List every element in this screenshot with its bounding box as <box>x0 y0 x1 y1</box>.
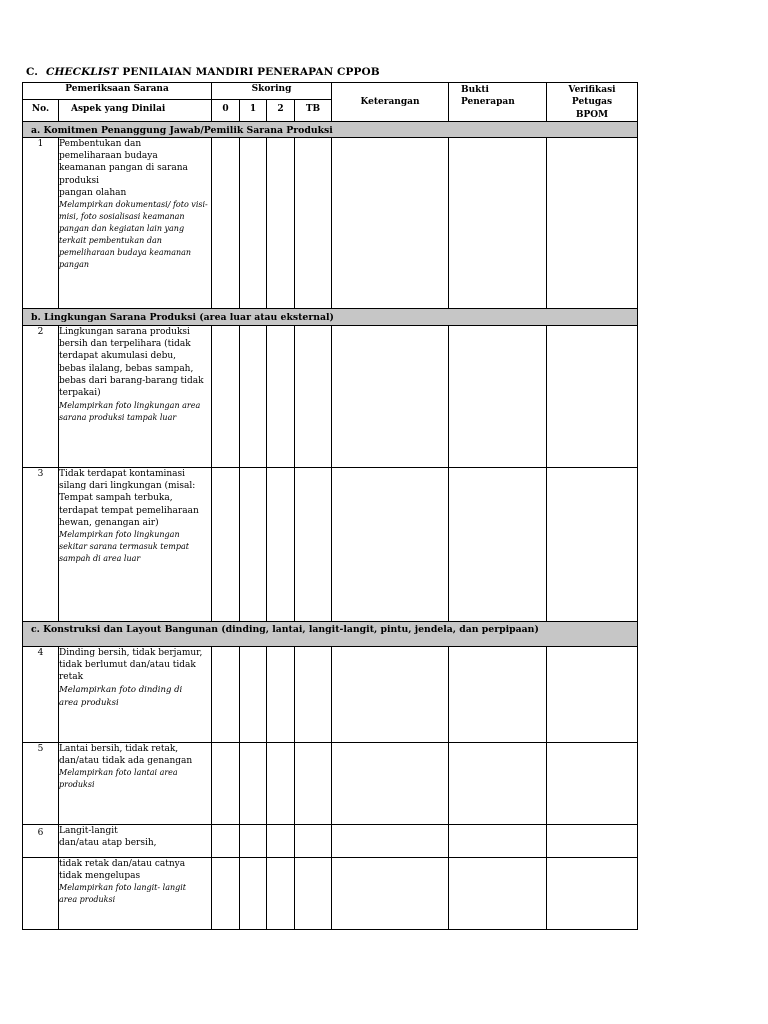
score-0-cell[interactable] <box>212 646 240 742</box>
score-tb-cell[interactable] <box>295 646 332 742</box>
table-row <box>23 646 638 742</box>
header-score-2: 2 <box>267 99 295 121</box>
section-c: c. Konstruksi dan Layout Bangunan (dinding, lantai, langit-langit, pintu, jendela, dan perpipaan) <box>23 621 638 646</box>
item-aspek: Tidak terdapat kontaminasi silang dari lingkungan (misal: Tempat sampah terbuka, terdapat tempat pemeliharaan hewan, genangan air) Melampirkan foto lingkungan sekitar sarana termasuk tempat sampah di area luar <box>59 467 212 621</box>
table-row <box>23 325 638 467</box>
score-1-cell[interactable] <box>240 646 267 742</box>
section-row <box>23 121 638 137</box>
verifikasi-cell[interactable] <box>547 646 638 742</box>
keterangan-cell[interactable] <box>332 824 449 857</box>
score-2-cell[interactable] <box>267 646 295 742</box>
verifikasi-cell[interactable] <box>547 325 638 467</box>
score-0-cell[interactable] <box>212 137 240 308</box>
section-b: b. Lingkungan Sarana Produksi (area luar atau eksternal) <box>23 308 638 325</box>
score-1-cell[interactable] <box>240 325 267 467</box>
verifikasi-cell[interactable] <box>547 742 638 824</box>
keterangan-cell[interactable] <box>332 467 449 621</box>
verifikasi-cell[interactable] <box>547 824 638 857</box>
score-2-cell[interactable] <box>267 824 295 857</box>
header-aspek: Aspek yang Dinilai <box>59 99 212 121</box>
score-0-cell[interactable] <box>212 325 240 467</box>
score-tb-cell[interactable] <box>295 467 332 621</box>
score-0-cell[interactable] <box>212 857 240 929</box>
verifikasi-cell[interactable] <box>547 137 638 308</box>
item-aspek: Langit-langit dan/atau atap bersih, <box>59 824 212 857</box>
item-no: 1 <box>23 137 59 308</box>
table-row <box>23 742 638 824</box>
item-no: 2 <box>23 325 59 467</box>
item-no: 3 <box>23 467 59 621</box>
score-1-cell[interactable] <box>240 742 267 824</box>
score-tb-cell[interactable] <box>295 137 332 308</box>
header-score-0: 0 <box>212 99 240 121</box>
verifikasi-cell[interactable] <box>547 467 638 621</box>
bukti-cell[interactable] <box>449 646 547 742</box>
item-aspek: Lingkungan sarana produksi bersih dan terpelihara (tidak terdapat akumulasi debu, bebas ilalang, bebas sampah, bebas dari barang-barang tidak terpakai) Melampirkan foto lingkungan area sarana produksi tampak luar <box>59 325 212 467</box>
item-no: 4 <box>23 646 59 742</box>
item-aspek: tidak retak dan/atau catnya tidak mengelupas Melampirkan foto langit- langit area produksi <box>59 857 212 929</box>
section-row <box>23 308 638 325</box>
header-skoring: Skoring <box>212 83 332 100</box>
item-no <box>23 857 59 929</box>
keterangan-cell[interactable] <box>332 137 449 308</box>
bukti-cell[interactable] <box>449 742 547 824</box>
score-1-cell[interactable] <box>240 857 267 929</box>
bukti-cell[interactable] <box>449 467 547 621</box>
header-no: No. <box>23 99 59 121</box>
score-tb-cell[interactable] <box>295 742 332 824</box>
score-2-cell[interactable] <box>267 857 295 929</box>
score-0-cell[interactable] <box>212 824 240 857</box>
score-2-cell[interactable] <box>267 325 295 467</box>
section-a: a. Komitmen Penanggung Jawab/Pemilik Sarana Produksi <box>23 121 638 137</box>
score-tb-cell[interactable] <box>295 857 332 929</box>
item-no: 6 <box>23 824 59 857</box>
page-title: C. CHECKLIST PENILAIAN MANDIRI PENERAPAN CPPOB <box>26 66 380 78</box>
table-row <box>23 137 638 308</box>
item-aspek: Lantai bersih, tidak retak, dan/atau tidak ada genangan Melampirkan foto lantai area produksi <box>59 742 212 824</box>
bukti-cell[interactable] <box>449 325 547 467</box>
score-2-cell[interactable] <box>267 137 295 308</box>
score-0-cell[interactable] <box>212 467 240 621</box>
header-score-tb: TB <box>295 99 332 121</box>
header-pemeriksaan: Pemeriksaan Sarana <box>23 83 212 100</box>
header-verifikasi: Verifikasi Petugas BPOM <box>547 83 638 122</box>
score-1-cell[interactable] <box>240 467 267 621</box>
score-0-cell[interactable] <box>212 742 240 824</box>
score-1-cell[interactable] <box>240 137 267 308</box>
item-aspek: Pembentukan dan pemeliharaan budaya keamanan pangan di sarana produksi pangan olahan Melampirkan dokumentasi/ foto visi- misi, foto sosialisasi keamanan pangan dan kegiatan lain yang terkait pembentukan dan pemeliharaan budaya keamanan pangan <box>59 137 212 308</box>
bukti-cell[interactable] <box>449 824 547 857</box>
score-1-cell[interactable] <box>240 824 267 857</box>
checklist-table <box>22 82 638 930</box>
score-2-cell[interactable] <box>267 467 295 621</box>
item-no: 5 <box>23 742 59 824</box>
header-row-1 <box>23 83 638 100</box>
table-row <box>23 824 638 857</box>
verifikasi-cell[interactable] <box>547 857 638 929</box>
section-row <box>23 621 638 646</box>
score-tb-cell[interactable] <box>295 824 332 857</box>
header-keterangan: Keterangan <box>332 83 449 122</box>
bukti-cell[interactable] <box>449 857 547 929</box>
keterangan-cell[interactable] <box>332 325 449 467</box>
keterangan-cell[interactable] <box>332 646 449 742</box>
header-score-1: 1 <box>240 99 267 121</box>
table-row <box>23 857 638 929</box>
keterangan-cell[interactable] <box>332 857 449 929</box>
header-bukti: Bukti Penerapan <box>449 83 547 122</box>
table-row <box>23 467 638 621</box>
score-2-cell[interactable] <box>267 742 295 824</box>
item-aspek: Dinding bersih, tidak berjamur, tidak berlumut dan/atau tidak retak Melampirkan foto dinding di area produksi <box>59 646 212 742</box>
keterangan-cell[interactable] <box>332 742 449 824</box>
bukti-cell[interactable] <box>449 137 547 308</box>
score-tb-cell[interactable] <box>295 325 332 467</box>
